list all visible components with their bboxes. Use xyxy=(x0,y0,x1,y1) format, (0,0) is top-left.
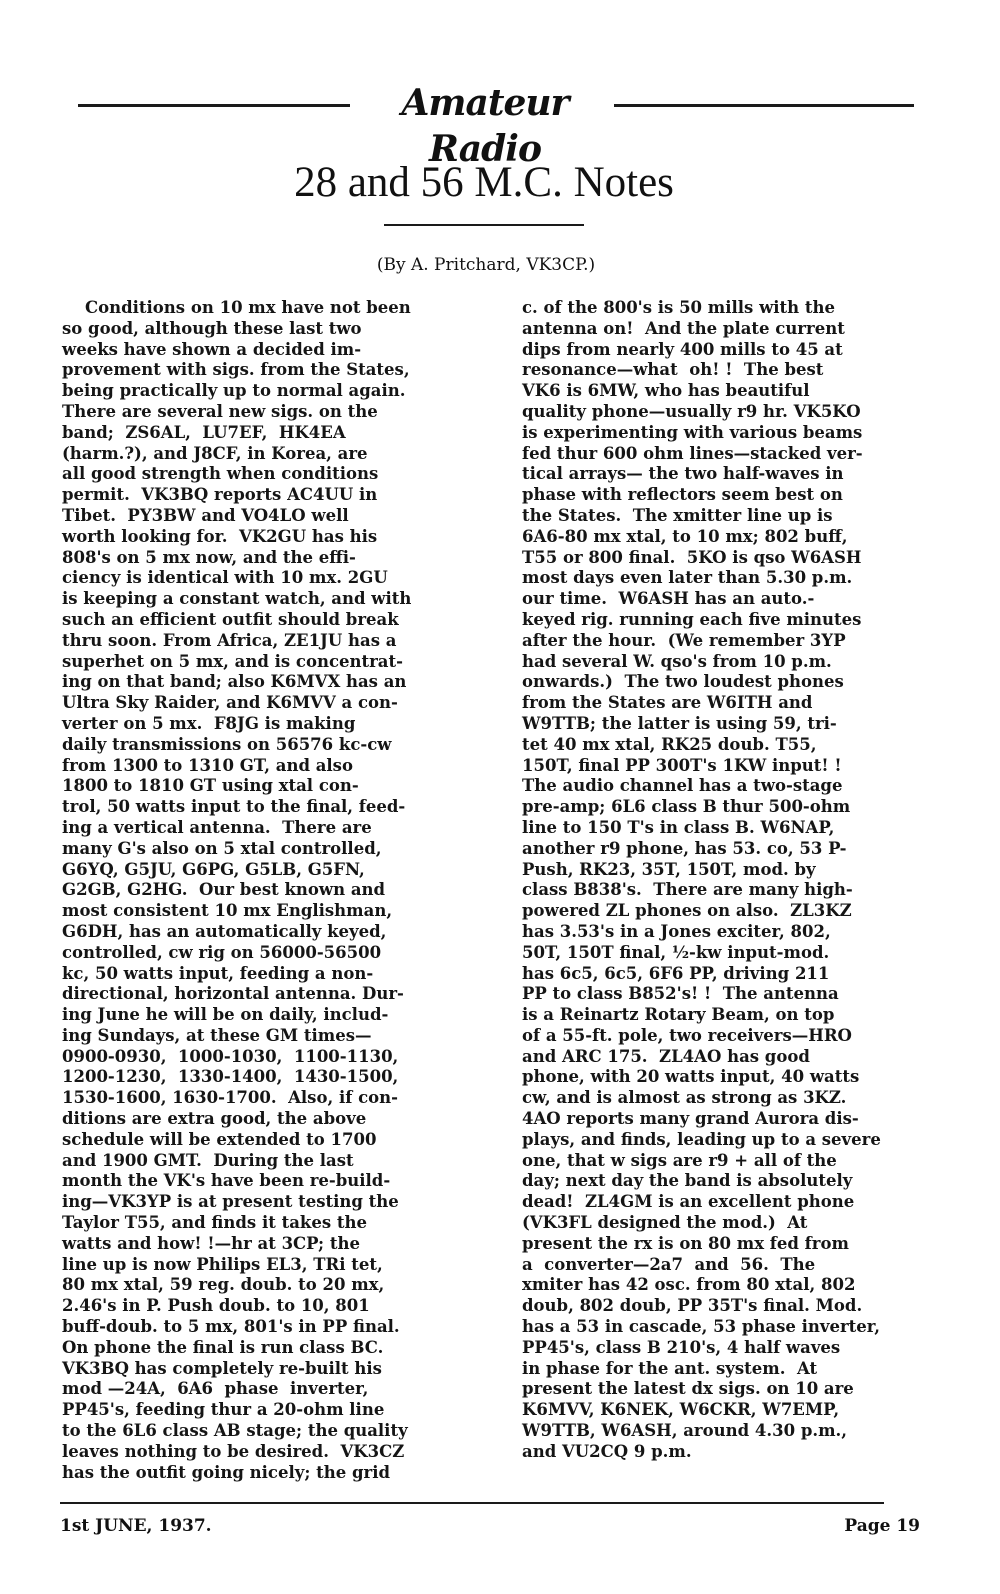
text-line: weeks have shown a decided im- xyxy=(62,339,362,359)
text-line: resonance—what oh! ! The best xyxy=(522,360,824,380)
text-line: dead! ZL4GM is an excellent phone xyxy=(522,1192,855,1212)
text-line: ciency is identical with 10 mx. 2GU xyxy=(62,568,388,588)
text-line: PP to class B852's! ! The antenna xyxy=(522,984,839,1004)
text-line: G2GB, G2HG. Our best known and xyxy=(62,880,386,900)
text-line: ing June he will be on daily, includ- xyxy=(62,1005,389,1025)
text-line: onwards.) The two loudest phones xyxy=(522,672,844,692)
text-line: superhet on 5 mx, and is concentrat- xyxy=(62,651,403,671)
text-line: Tibet. PY3BW and VO4LO well xyxy=(62,505,349,525)
text-line: watts and how! !—hr at 3CP; the xyxy=(62,1233,360,1253)
text-line: present the latest dx sigs. on 10 are xyxy=(522,1379,854,1399)
text-line: (VK3FL designed the mod.) At xyxy=(522,1213,808,1233)
text-line: and ARC 175. ZL4AO has good xyxy=(522,1046,810,1066)
text-line: Push, RK23, 35T, 150T, mod. by xyxy=(522,859,816,879)
text-line: has 6c5, 6c5, 6F6 PP, driving 211 xyxy=(522,963,830,983)
text-line: month the VK's have been re-build- xyxy=(62,1171,391,1191)
text-line: T55 or 800 final. 5KO is qso W6ASH xyxy=(522,547,862,567)
text-line: and VU2CQ 9 p.m. xyxy=(522,1441,692,1461)
text-line: dips from nearly 400 mills to 45 at xyxy=(522,339,843,359)
text-line: doub, 802 doub, PP 35T's final. Mod. xyxy=(522,1296,863,1316)
text-line: quality phone—usually r9 hr. VK5KO xyxy=(522,401,861,421)
text-line: 4AO reports many grand Aurora dis- xyxy=(522,1109,859,1129)
text-line: fed thur 600 ohm lines—stacked ver- xyxy=(522,443,863,463)
text-line: in phase for the ant. system. At xyxy=(522,1358,818,1378)
text-line: ing a vertical antenna. There are xyxy=(62,817,372,837)
text-line: has a 53 in cascade, 53 phase inverter, xyxy=(522,1317,881,1337)
text-line: from the States are W6ITH and xyxy=(522,693,813,713)
text-line: W9TTB; the latter is using 59, tri- xyxy=(522,713,837,733)
text-line: 80 mx xtal, 59 reg. doub. to 20 mx, xyxy=(62,1275,385,1295)
page-number: Page 19 xyxy=(844,1516,920,1536)
text-line: phase with reflectors seem best on xyxy=(522,485,843,505)
text-line: schedule will be extended to 1700 xyxy=(62,1129,377,1149)
text-line: directional, horizontal antenna. Dur- xyxy=(62,984,404,1004)
text-line: most consistent 10 mx Englishman, xyxy=(62,901,393,921)
text-line: being practically up to normal again. xyxy=(62,381,406,401)
text-line: tical arrays— the two half-waves in xyxy=(522,464,844,484)
masthead-rule-right xyxy=(614,104,914,107)
text-line: xmiter has 42 osc. from 80 xtal, 802 xyxy=(522,1275,856,1295)
text-line: PP45's, class B 210's, 4 half waves xyxy=(522,1337,841,1357)
text-line: 808's on 5 mx now, and the effi- xyxy=(62,547,356,567)
text-line: after the hour. (We remember 3YP xyxy=(522,630,846,650)
footer-divider xyxy=(60,1502,884,1504)
text-line: a converter—2a7 and 56. The xyxy=(522,1254,816,1274)
text-line: so good, although these last two xyxy=(62,318,362,338)
title-divider xyxy=(384,224,584,226)
text-line: most days even later than 5.30 p.m. xyxy=(522,568,853,588)
text-line: mod —24A, 6A6 phase inverter, xyxy=(62,1379,369,1399)
text-line: has the outfit going nicely; the grid xyxy=(62,1462,391,1482)
issue-date: 1st JUNE, 1937. xyxy=(60,1516,212,1536)
text-line: K6MVV, K6NEK, W6CKR, W7EMP, xyxy=(522,1400,840,1420)
text-line: class B838's. There are many high- xyxy=(522,880,853,900)
text-line: ing on that band; also K6MVX has an xyxy=(62,672,407,692)
text-line: 6A6-80 mx xtal, to 10 mx; 802 buff, xyxy=(522,526,848,546)
left-column xyxy=(62,298,462,1483)
text-line: the States. The xmitter line up is xyxy=(522,505,833,525)
text-line: another r9 phone, has 53. co, 53 P- xyxy=(522,838,847,858)
text-line: ing—VK3YP is at present testing the xyxy=(62,1192,399,1212)
text-line: line to 150 T's in class B. W6NAP, xyxy=(522,817,835,837)
text-line: verter on 5 mx. F8JG is making xyxy=(62,713,356,733)
text-line: 1530-1600, 1630-1700. Also, if con- xyxy=(62,1088,398,1108)
text-line: antenna on! And the plate current xyxy=(522,318,845,338)
text-line: buff-doub. to 5 mx, 801's in PP final. xyxy=(62,1317,400,1337)
text-line: phone, with 20 watts input, 40 watts xyxy=(522,1067,860,1087)
text-line: 1800 to 1810 GT using xtal con- xyxy=(62,776,359,796)
text-line: (harm.?), and J8CF, in Korea, are xyxy=(62,443,368,463)
right-column xyxy=(522,298,922,1463)
text-line: provement with sigs. from the States, xyxy=(62,360,410,380)
text-line: There are several new sigs. on the xyxy=(62,401,378,421)
text-line: Conditions on 10 mx have not been xyxy=(62,298,411,317)
text-line: kc, 50 watts input, feeding a non- xyxy=(62,963,374,983)
text-line: controlled, cw rig on 56000-56500 xyxy=(62,942,382,962)
text-line: of a 55-ft. pole, two receivers—HRO xyxy=(522,1025,852,1045)
text-line: thru soon. From Africa, ZE1JU has a xyxy=(62,630,397,650)
publication-logo: Amateur Radio xyxy=(401,82,569,170)
text-line: PP45's, feeding thur a 20-ohm line xyxy=(62,1400,385,1420)
text-line: W9TTB, W6ASH, around 4.30 p.m., xyxy=(522,1421,848,1441)
text-line: worth looking for. VK2GU has his xyxy=(62,526,378,546)
text-line: has 3.53's in a Jones exciter, 802, xyxy=(522,921,831,941)
text-line: ditions are extra good, the above xyxy=(62,1109,367,1129)
text-line: keyed rig. running each five minutes xyxy=(522,609,862,629)
text-line: is experimenting with various beams xyxy=(522,422,863,442)
text-line: our time. W6ASH has an auto.- xyxy=(522,589,815,609)
text-line: such an efficient outfit should break xyxy=(62,609,399,629)
text-line: cw, and is almost as strong as 3KZ. xyxy=(522,1088,847,1108)
text-line: plays, and finds, leading up to a severe xyxy=(522,1129,881,1149)
text-line: line up is now Philips EL3, TRi tet, xyxy=(62,1254,383,1274)
text-line: The audio channel has a two-stage xyxy=(522,776,843,796)
text-line: 1200-1230, 1330-1400, 1430-1500, xyxy=(62,1067,399,1087)
article-title: 28 and 56 M.C. Notes xyxy=(294,159,674,206)
text-line: Taylor T55, and finds it takes the xyxy=(62,1213,367,1233)
text-line: to the 6L6 class AB stage; the quality xyxy=(62,1421,408,1441)
text-line: VK6 is 6MW, who has beautiful xyxy=(522,381,810,401)
text-line: G6YQ, G5JU, G6PG, G5LB, G5FN, xyxy=(62,859,365,879)
text-line: one, that w sigs are r9 + all of the xyxy=(522,1150,837,1170)
text-line: and 1900 GMT. During the last xyxy=(62,1150,354,1170)
text-line: 0900-0930, 1000-1030, 1100-1130, xyxy=(62,1046,399,1066)
text-line: from 1300 to 1310 GT, and also xyxy=(62,755,353,775)
text-line: 2.46's in P. Push doub. to 10, 801 xyxy=(62,1296,370,1316)
text-line: VK3BQ has completely re-built his xyxy=(62,1358,382,1378)
text-line: trol, 50 watts input to the final, feed- xyxy=(62,797,406,817)
text-line: powered ZL phones on also. ZL3KZ xyxy=(522,901,852,921)
text-line: had several W. qso's from 10 p.m. xyxy=(522,651,832,671)
text-line: 50T, 150T final, ½-kw input-mod. xyxy=(522,942,830,962)
text-line: c. of the 800's is 50 mills with the xyxy=(522,298,836,317)
text-line: leaves nothing to be desired. VK3CZ xyxy=(62,1441,405,1461)
text-line: all good strength when conditions xyxy=(62,464,379,484)
text-line: ing Sundays, at these GM times— xyxy=(62,1025,372,1045)
text-line: On phone the final is run class BC. xyxy=(62,1337,384,1357)
masthead-rule-left xyxy=(78,104,350,107)
text-line: many G's also on 5 xtal controlled, xyxy=(62,838,382,858)
text-line: day; next day the band is absolutely xyxy=(522,1171,853,1191)
text-line: daily transmissions on 56576 kc-cw xyxy=(62,734,392,754)
text-line: present the rx is on 80 mx fed from xyxy=(522,1233,849,1253)
text-line: is a Reinartz Rotary Beam, on top xyxy=(522,1005,835,1025)
text-line: pre-amp; 6L6 class B thur 500-ohm xyxy=(522,797,851,817)
text-line: tet 40 mx xtal, RK25 doub. T55, xyxy=(522,734,817,754)
text-line: Ultra Sky Raider, and K6MVV a con- xyxy=(62,693,398,713)
text-line: band; ZS6AL, LU7EF, HK4EA xyxy=(62,422,346,442)
masthead xyxy=(78,80,914,170)
text-line: is keeping a constant watch, and with xyxy=(62,589,412,609)
text-line: 150T, final PP 300T's 1KW input! ! xyxy=(522,755,842,775)
article-byline: (By A. Pritchard, VK3CP.) xyxy=(376,255,596,275)
text-line: permit. VK3BQ reports AC4UU in xyxy=(62,485,378,505)
text-line: G6DH, has an automatically keyed, xyxy=(62,921,387,941)
